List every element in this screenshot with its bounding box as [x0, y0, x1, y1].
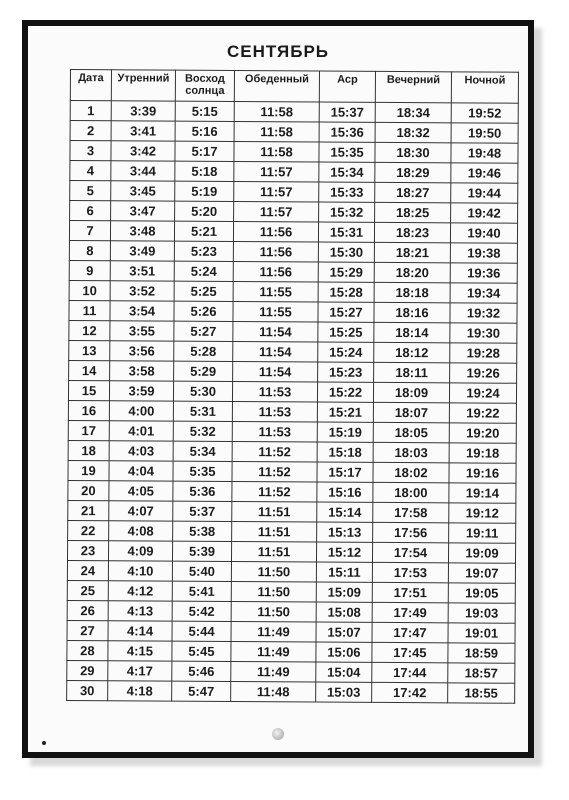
cell-sunrise: 5:44 [172, 621, 231, 641]
cell-noon: 11:58 [234, 122, 319, 143]
header-date: Дата [70, 70, 111, 101]
cell-asr: 15:04 [316, 662, 372, 682]
cell-night: 19:22 [449, 403, 516, 423]
cell-noon: 11:55 [233, 302, 318, 323]
cell-morning: 3:42 [111, 141, 175, 161]
cell-asr: 15:22 [317, 382, 373, 402]
cell-sunrise: 5:38 [173, 521, 232, 541]
cell-asr: 15:11 [316, 562, 372, 582]
cell-morning: 4:00 [109, 401, 173, 421]
cell-evening: 18:11 [374, 362, 450, 382]
table-row [68, 480, 516, 503]
cell-date: 4 [70, 161, 111, 181]
cell-date: 25 [67, 580, 108, 600]
cell-evening: 17:51 [372, 582, 448, 602]
cell-evening: 18:09 [373, 382, 449, 402]
cell-date: 5 [70, 181, 111, 201]
cell-evening: 17:54 [372, 542, 448, 562]
cell-evening: 18:30 [375, 142, 451, 162]
cell-date: 15 [68, 380, 109, 400]
cell-date: 22 [68, 520, 109, 540]
cell-date: 27 [67, 620, 108, 640]
header-evening: Вечерний [375, 71, 451, 102]
cell-sunrise: 5:20 [175, 201, 234, 221]
cell-date: 14 [69, 360, 110, 380]
cell-night: 19:30 [450, 323, 517, 343]
cell-night: 19:07 [448, 563, 515, 583]
cell-morning: 3:47 [111, 201, 175, 221]
cell-asr: 15:37 [319, 102, 375, 122]
cell-noon: 11:53 [232, 381, 317, 402]
cell-sunrise: 5:16 [175, 121, 234, 141]
cell-morning: 4:09 [108, 541, 172, 561]
cell-noon: 11:49 [231, 641, 316, 662]
table-row [69, 240, 517, 263]
cell-morning: 3:54 [110, 301, 174, 321]
table-row [67, 600, 515, 623]
table-row [69, 300, 517, 323]
cell-noon: 11:49 [231, 661, 316, 682]
cell-evening: 18:12 [374, 342, 450, 362]
cell-morning: 4:04 [109, 461, 173, 481]
cell-noon: 11:53 [232, 401, 317, 422]
ink-speck [42, 741, 46, 745]
cell-asr: 15:21 [317, 402, 373, 422]
cell-sunrise: 5:15 [175, 101, 234, 121]
cell-night: 19:14 [449, 483, 516, 503]
cell-noon: 11:58 [234, 142, 319, 163]
cell-evening: 18:25 [375, 202, 451, 222]
cell-date: 21 [68, 500, 109, 520]
cell-noon: 11:52 [232, 481, 317, 502]
cell-evening: 18:07 [373, 402, 449, 422]
cell-morning: 4:03 [109, 441, 173, 461]
cell-night: 19:03 [448, 603, 515, 623]
table-row [67, 580, 515, 603]
cell-morning: 4:12 [108, 581, 172, 601]
cell-asr: 15:12 [316, 542, 372, 562]
cell-evening: 18:00 [373, 482, 449, 502]
cell-asr: 15:24 [318, 342, 374, 362]
cell-night: 19:28 [450, 343, 517, 363]
cell-evening: 18:32 [375, 122, 451, 142]
cell-noon: 11:48 [231, 681, 316, 702]
cell-noon: 11:57 [234, 162, 319, 183]
table-row [67, 680, 515, 703]
cell-night: 19:52 [451, 103, 518, 123]
cell-sunrise: 5:41 [172, 581, 231, 601]
cell-morning: 3:44 [111, 161, 175, 181]
cell-evening: 17:47 [372, 622, 448, 642]
cell-date: 20 [68, 480, 109, 500]
cell-asr: 15:09 [316, 582, 372, 602]
cell-date: 1 [70, 101, 111, 121]
cell-noon: 11:56 [233, 222, 318, 243]
cell-night: 19:11 [449, 523, 516, 543]
cell-asr: 15:33 [319, 182, 375, 202]
cell-sunrise: 5:28 [174, 341, 233, 361]
cell-night: 19:50 [451, 123, 518, 143]
cell-asr: 15:36 [319, 122, 375, 142]
cell-asr: 15:25 [318, 322, 374, 342]
cell-noon: 11:53 [232, 421, 317, 442]
cell-evening: 17:58 [373, 502, 449, 522]
table-row [70, 201, 518, 224]
cell-sunrise: 5:25 [174, 281, 233, 301]
cell-asr: 15:03 [316, 682, 372, 702]
cell-noon: 11:55 [233, 282, 318, 303]
cell-sunrise: 5:47 [172, 681, 231, 701]
month-title: СЕНТЯБРЬ [226, 42, 330, 61]
cell-night: 19:05 [448, 583, 515, 603]
cell-asr: 15:07 [316, 622, 372, 642]
cell-night: 19:34 [450, 283, 517, 303]
cell-night: 19:48 [451, 143, 518, 163]
cell-night: 19:18 [449, 443, 516, 463]
table-row [69, 360, 517, 383]
cell-noon: 11:51 [232, 501, 317, 522]
cell-sunrise: 5:45 [172, 641, 231, 661]
cell-noon: 11:52 [232, 441, 317, 462]
cell-evening: 17:45 [372, 642, 448, 662]
cell-sunrise: 5:46 [172, 661, 231, 681]
table-row [69, 221, 517, 244]
cell-evening: 17:56 [373, 522, 449, 542]
cell-night: 19:12 [449, 503, 516, 523]
cell-date: 9 [69, 260, 110, 280]
cell-sunrise: 5:34 [173, 441, 232, 461]
cell-date: 26 [67, 600, 108, 620]
punch-hole [272, 728, 284, 740]
table-row [67, 620, 515, 643]
cell-date: 13 [69, 340, 110, 360]
cell-night: 19:09 [448, 543, 515, 563]
cell-asr: 15:18 [317, 442, 373, 462]
cell-sunrise: 5:40 [172, 561, 231, 581]
cell-evening: 18:14 [374, 322, 450, 342]
table-body [67, 101, 519, 704]
cell-morning: 3:39 [111, 101, 175, 121]
cell-asr: 15:30 [318, 242, 374, 262]
table-row [68, 520, 516, 543]
cell-sunrise: 5:17 [175, 141, 234, 161]
cell-morning: 3:55 [110, 321, 174, 341]
cell-date: 2 [70, 121, 111, 141]
cell-evening: 18:20 [374, 262, 450, 282]
cell-sunrise: 5:18 [175, 161, 234, 181]
cell-morning: 3:58 [110, 361, 174, 381]
cell-asr: 15:23 [318, 362, 374, 382]
cell-date: 30 [67, 680, 108, 700]
cell-noon: 11:51 [231, 541, 316, 562]
cell-night: 18:57 [448, 663, 515, 683]
cell-noon: 11:50 [231, 601, 316, 622]
cell-morning: 3:59 [109, 381, 173, 401]
table-row [67, 640, 515, 663]
cell-asr: 15:08 [316, 602, 372, 622]
table-row [67, 560, 515, 583]
cell-sunrise: 5:23 [174, 241, 233, 261]
cell-sunrise: 5:39 [172, 541, 231, 561]
cell-noon: 11:56 [233, 242, 318, 263]
cell-night: 19:38 [450, 243, 517, 263]
cell-noon: 11:54 [233, 361, 318, 382]
cell-sunrise: 5:27 [174, 321, 233, 341]
cell-evening: 17:44 [372, 662, 448, 682]
cell-sunrise: 5:36 [173, 481, 232, 501]
cell-asr: 15:13 [317, 522, 373, 542]
cell-asr: 15:29 [318, 262, 374, 282]
cell-night: 19:46 [451, 163, 518, 183]
table-row [68, 420, 516, 443]
cell-date: 18 [68, 440, 109, 460]
cell-morning: 4:07 [109, 501, 173, 521]
cell-noon: 11:54 [233, 341, 318, 362]
cell-noon: 11:57 [234, 202, 319, 223]
cell-noon: 11:56 [233, 262, 318, 283]
cell-sunrise: 5:31 [173, 401, 232, 421]
printed-sheet [22, 20, 534, 758]
table-row [68, 460, 516, 483]
cell-sunrise: 5:30 [173, 381, 232, 401]
table-row [70, 121, 518, 144]
cell-night: 19:40 [450, 223, 517, 243]
cell-morning: 4:14 [108, 621, 172, 641]
cell-noon: 11:57 [234, 182, 319, 203]
cell-night: 19:24 [449, 383, 516, 403]
cell-evening: 17:53 [372, 562, 448, 582]
cell-evening: 18:29 [375, 162, 451, 182]
cell-asr: 15:31 [318, 222, 374, 242]
cell-morning: 3:48 [110, 221, 174, 241]
cell-night: 19:44 [451, 183, 518, 203]
cell-morning: 4:15 [108, 641, 172, 661]
cell-morning: 4:08 [109, 521, 173, 541]
table-row [68, 440, 516, 463]
header-asr: Аср [319, 71, 375, 102]
cell-morning: 3:51 [110, 261, 174, 281]
cell-night: 18:55 [448, 683, 515, 703]
cell-date: 29 [67, 660, 108, 680]
cell-date: 7 [69, 221, 110, 241]
prayer-times-table [66, 69, 519, 704]
cell-noon: 11:54 [233, 322, 318, 343]
cell-evening: 18:16 [374, 302, 450, 322]
cell-sunrise: 5:24 [174, 261, 233, 281]
cell-date: 16 [68, 400, 109, 420]
cell-evening: 18:02 [373, 462, 449, 482]
cell-asr: 15:06 [316, 642, 372, 662]
table-row [69, 260, 517, 283]
cell-date: 8 [69, 240, 110, 260]
cell-asr: 15:17 [317, 462, 373, 482]
cell-asr: 15:32 [319, 202, 375, 222]
cell-date: 28 [67, 640, 108, 660]
header-sunrise: Восход солнца [175, 70, 234, 101]
table-row [67, 660, 515, 683]
cell-date: 19 [68, 460, 109, 480]
cell-night: 18:59 [448, 643, 515, 663]
cell-evening: 17:42 [372, 682, 448, 702]
cell-morning: 4:18 [108, 681, 172, 701]
table-row [69, 280, 517, 303]
header-noon: Обеденный [234, 71, 319, 103]
cell-morning: 4:17 [108, 661, 172, 681]
cell-evening: 18:21 [374, 242, 450, 262]
cell-sunrise: 5:37 [173, 501, 232, 521]
cell-asr: 15:35 [319, 142, 375, 162]
cell-sunrise: 5:21 [174, 221, 233, 241]
cell-evening: 18:27 [375, 182, 451, 202]
cell-sunrise: 5:32 [173, 421, 232, 441]
cell-night: 19:20 [449, 423, 516, 443]
cell-asr: 15:27 [318, 302, 374, 322]
cell-morning: 3:45 [111, 181, 175, 201]
cell-morning: 3:49 [110, 241, 174, 261]
cell-asr: 15:14 [317, 502, 373, 522]
cell-morning: 4:05 [109, 481, 173, 501]
cell-noon: 11:50 [231, 561, 316, 582]
cell-noon: 11:50 [231, 581, 316, 602]
cell-evening: 18:18 [374, 282, 450, 302]
cell-morning: 3:41 [111, 121, 175, 141]
cell-date: 6 [70, 201, 111, 221]
cell-noon: 11:51 [232, 521, 317, 542]
cell-night: 19:36 [450, 263, 517, 283]
table-header-row [70, 70, 518, 104]
cell-date: 12 [69, 320, 110, 340]
cell-sunrise: 5:29 [174, 361, 233, 381]
table-row [70, 161, 518, 184]
cell-sunrise: 5:42 [172, 601, 231, 621]
cell-night: 19:26 [450, 363, 517, 383]
header-night: Ночной [451, 72, 518, 103]
cell-asr: 15:28 [318, 282, 374, 302]
cell-date: 11 [69, 300, 110, 320]
cell-date: 17 [68, 420, 109, 440]
cell-evening: 18:23 [374, 222, 450, 242]
table-row [69, 340, 517, 363]
table-row [68, 500, 516, 523]
cell-sunrise: 5:26 [174, 301, 233, 321]
cell-asr: 15:16 [317, 482, 373, 502]
cell-date: 23 [67, 540, 108, 560]
cell-evening: 18:34 [375, 102, 451, 122]
table-row [68, 380, 516, 403]
cell-morning: 4:10 [108, 561, 172, 581]
cell-evening: 18:05 [373, 422, 449, 442]
cell-noon: 11:58 [234, 102, 319, 123]
cell-asr: 15:19 [317, 422, 373, 442]
cell-morning: 3:56 [110, 341, 174, 361]
cell-evening: 18:03 [373, 442, 449, 462]
cell-evening: 17:49 [372, 602, 448, 622]
cell-night: 19:16 [449, 463, 516, 483]
table-row [70, 101, 518, 124]
cell-noon: 11:49 [231, 621, 316, 642]
cell-night: 19:01 [448, 623, 515, 643]
cell-date: 3 [70, 141, 111, 161]
table-row [69, 320, 517, 343]
cell-sunrise: 5:19 [175, 181, 234, 201]
table-row [70, 141, 518, 164]
cell-morning: 4:01 [109, 421, 173, 441]
cell-night: 19:42 [451, 203, 518, 223]
table-row [70, 181, 518, 204]
header-morning: Утренний [111, 70, 175, 101]
cell-date: 24 [67, 560, 108, 580]
cell-night: 19:32 [450, 303, 517, 323]
table-row [67, 540, 515, 563]
cell-asr: 15:34 [319, 162, 375, 182]
cell-morning: 3:52 [110, 281, 174, 301]
cell-morning: 4:13 [108, 601, 172, 621]
cell-date: 10 [69, 280, 110, 300]
cell-sunrise: 5:35 [173, 461, 232, 481]
cell-noon: 11:52 [232, 461, 317, 482]
table-row [68, 400, 516, 423]
